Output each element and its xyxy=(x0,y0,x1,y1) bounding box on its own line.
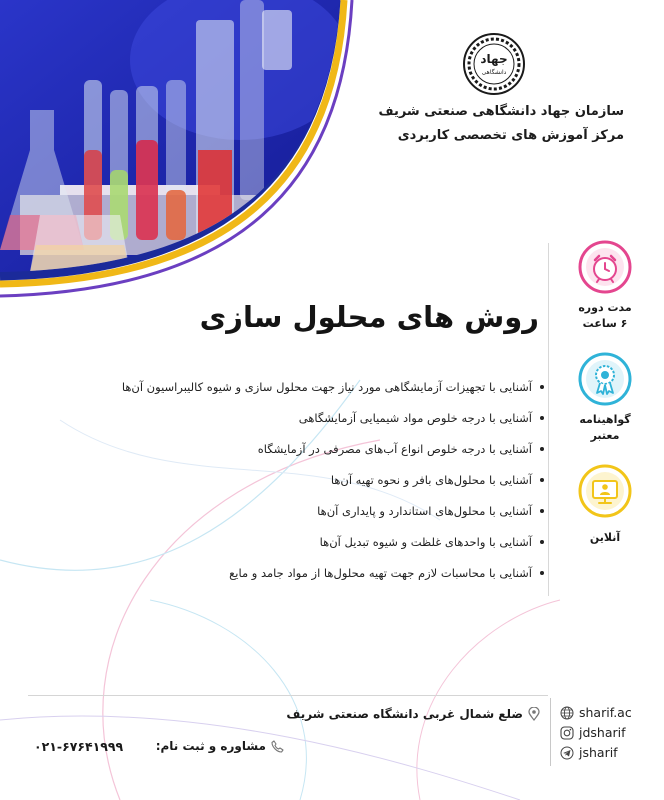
certificate-badge-icon xyxy=(578,352,632,406)
bullet-dot xyxy=(540,385,544,389)
bullet-dot xyxy=(540,416,544,420)
instagram-icon xyxy=(560,726,574,740)
course-title: روش های محلول سازی xyxy=(199,300,539,334)
logo-subtext: دانشگاهی xyxy=(481,69,507,76)
address xyxy=(286,707,540,721)
features-divider xyxy=(548,243,549,596)
list-item: آشنایی با محلول‌های استاندارد و پایداری آن‌ها xyxy=(74,495,544,526)
instagram-link[interactable] xyxy=(560,725,664,740)
telegram-text: jsharif xyxy=(579,745,618,760)
bullet-dot xyxy=(540,509,544,513)
footer-divider xyxy=(28,695,548,696)
jahad-logo xyxy=(462,32,526,96)
list-item: آشنایی با درجه خلوص انواع آب‌های مصرفی در آزمایشگاه xyxy=(74,433,544,464)
feature-certificate-value: معتبر xyxy=(590,429,620,442)
feature-certificate-label: گواهینامه xyxy=(579,413,631,426)
bullet-dot xyxy=(540,540,544,544)
instagram-text: jdsharif xyxy=(579,725,626,740)
feature-duration-label: مدت دوره xyxy=(578,301,632,314)
list-item: آشنایی با واحدهای غلظت و شیوه تبدیل آن‌ها xyxy=(74,526,544,557)
organization-name: سازمان جهاد دانشگاهی صنعتی شریف xyxy=(378,104,624,119)
feature-duration xyxy=(562,240,648,332)
bullet-dot xyxy=(540,571,544,575)
list-item: آشنایی با درجه خلوص مواد شیمیایی آزمایشگاهی xyxy=(74,402,544,433)
telegram-icon xyxy=(560,746,574,760)
address-text: ضلع شمال غربی دانشگاه صنعتی شریف xyxy=(286,707,523,721)
organization-subtitle: مرکز آموزش های تخصصی کاربردی xyxy=(397,128,624,143)
online-monitor-icon xyxy=(578,464,632,518)
bullet-dot xyxy=(540,478,544,482)
telegram-link[interactable] xyxy=(560,745,664,760)
course-topics-list xyxy=(74,371,544,588)
globe-icon xyxy=(560,706,574,720)
list-item: آشنایی با محاسبات لازم جهت تهیه محلول‌ها از مواد جامد و مایع xyxy=(74,557,544,588)
laboratory-glassware-image xyxy=(0,0,380,300)
consult-register-label: مشاوره و ثبت نام: xyxy=(155,739,266,753)
consult-register xyxy=(156,739,284,753)
list-item: آشنایی با تجهیزات آزمایشگاهی مورد نیاز جهت محلول سازی و شیوه کالیبراسیون آن‌ها xyxy=(74,371,544,402)
phone-icon xyxy=(271,740,284,753)
website-text: sharif.ac xyxy=(579,705,632,720)
alarm-clock-icon xyxy=(578,240,632,294)
bullet-dot xyxy=(540,447,544,451)
feature-duration-value: ۶ ساعت xyxy=(582,317,628,330)
location-pin-icon xyxy=(528,707,540,721)
footer-vertical-divider xyxy=(550,698,551,766)
list-item: آشنایی با محلول‌های بافر و نحوه تهیه آن‌ها xyxy=(74,464,544,495)
phone-number[interactable]: ۰۲۱-۶۷۶۴۱۹۹۹ xyxy=(34,739,124,754)
feature-online-label: آنلاین xyxy=(589,531,621,544)
logo-text: جهاد xyxy=(480,52,508,66)
feature-online xyxy=(562,464,648,546)
feature-certificate xyxy=(562,352,648,444)
website-link[interactable] xyxy=(560,705,664,720)
